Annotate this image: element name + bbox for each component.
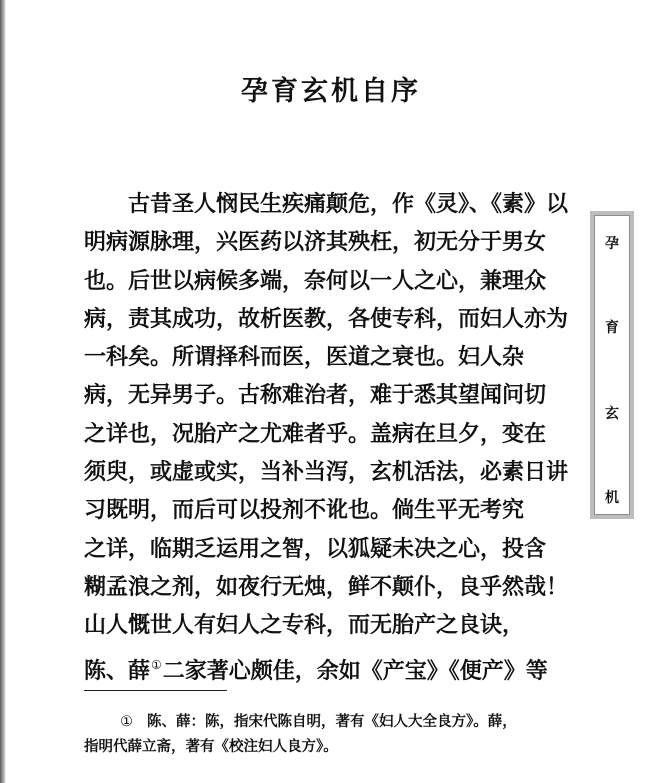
footnote-divider — [84, 690, 227, 691]
body-line: 习既明，而后可以投剂不讹也。倘生平无考究 — [84, 498, 525, 524]
sidebar-char: 玄 — [605, 406, 619, 422]
footnote-line: 指明代薛立斋，著有《校注妇人良方》。 — [84, 739, 338, 755]
footnote-text: 陈、薛：陈，指宋代陈自明，著有《妇人大全良方》。薛， — [147, 714, 517, 730]
body-line-last — [84, 646, 584, 684]
preface-body — [84, 186, 584, 684]
footnote — [84, 710, 584, 760]
body-line: 一科矣。所谓择科而医，医道之衰也。妇人杂 — [84, 345, 525, 371]
body-line: 病，无异男子。古称难治者，难于悉其望闻问切 — [84, 383, 547, 409]
body-line: 也。后世以病候多端，奈何以一人之心，兼理众 — [84, 268, 547, 294]
body-line: 山人慨世人有妇人之专科，而无胎产之良诀， — [84, 613, 525, 639]
body-text-segment: 二家著心颇佳，余如《产宝》《便产》等 — [162, 658, 548, 684]
body-line: 之详也，况胎产之尤难者乎。盖病在旦夕，变在 — [84, 421, 547, 447]
footnote-marker: ① — [120, 714, 133, 730]
sidebar-char: 机 — [605, 490, 619, 506]
body-text-segment: 陈、薛 — [84, 658, 151, 684]
chapter-sidebar-tab — [590, 211, 634, 519]
footnote-line — [84, 710, 584, 735]
sidebar-char: 孕 — [605, 236, 619, 252]
body-line: 古昔圣人悯民生疾痛颠危，作《灵》、《素》以 — [128, 192, 569, 217]
page-title: 孕育玄机自序 — [241, 76, 421, 108]
body-line: 明病源脉理，兴医药以济其殃枉，初无分于男女 — [84, 230, 547, 256]
footnote-reference[interactable]: ① — [151, 657, 162, 672]
page-edge-shadow — [0, 0, 6, 783]
sidebar-char: 育 — [605, 320, 619, 336]
body-line: 糊孟浪之剂，如夜行无烛，鲜不颠仆，良乎然哉！ — [84, 574, 569, 600]
body-line: 须臾，或虚或实，当补当泻，玄机活法，必素日讲 — [84, 460, 569, 486]
body-line: 之详，临期乏运用之智，以狐疑未决之心，投含 — [84, 536, 547, 562]
body-line: 病，责其成功，故析医教，各使专科，而妇人亦为 — [84, 306, 569, 332]
